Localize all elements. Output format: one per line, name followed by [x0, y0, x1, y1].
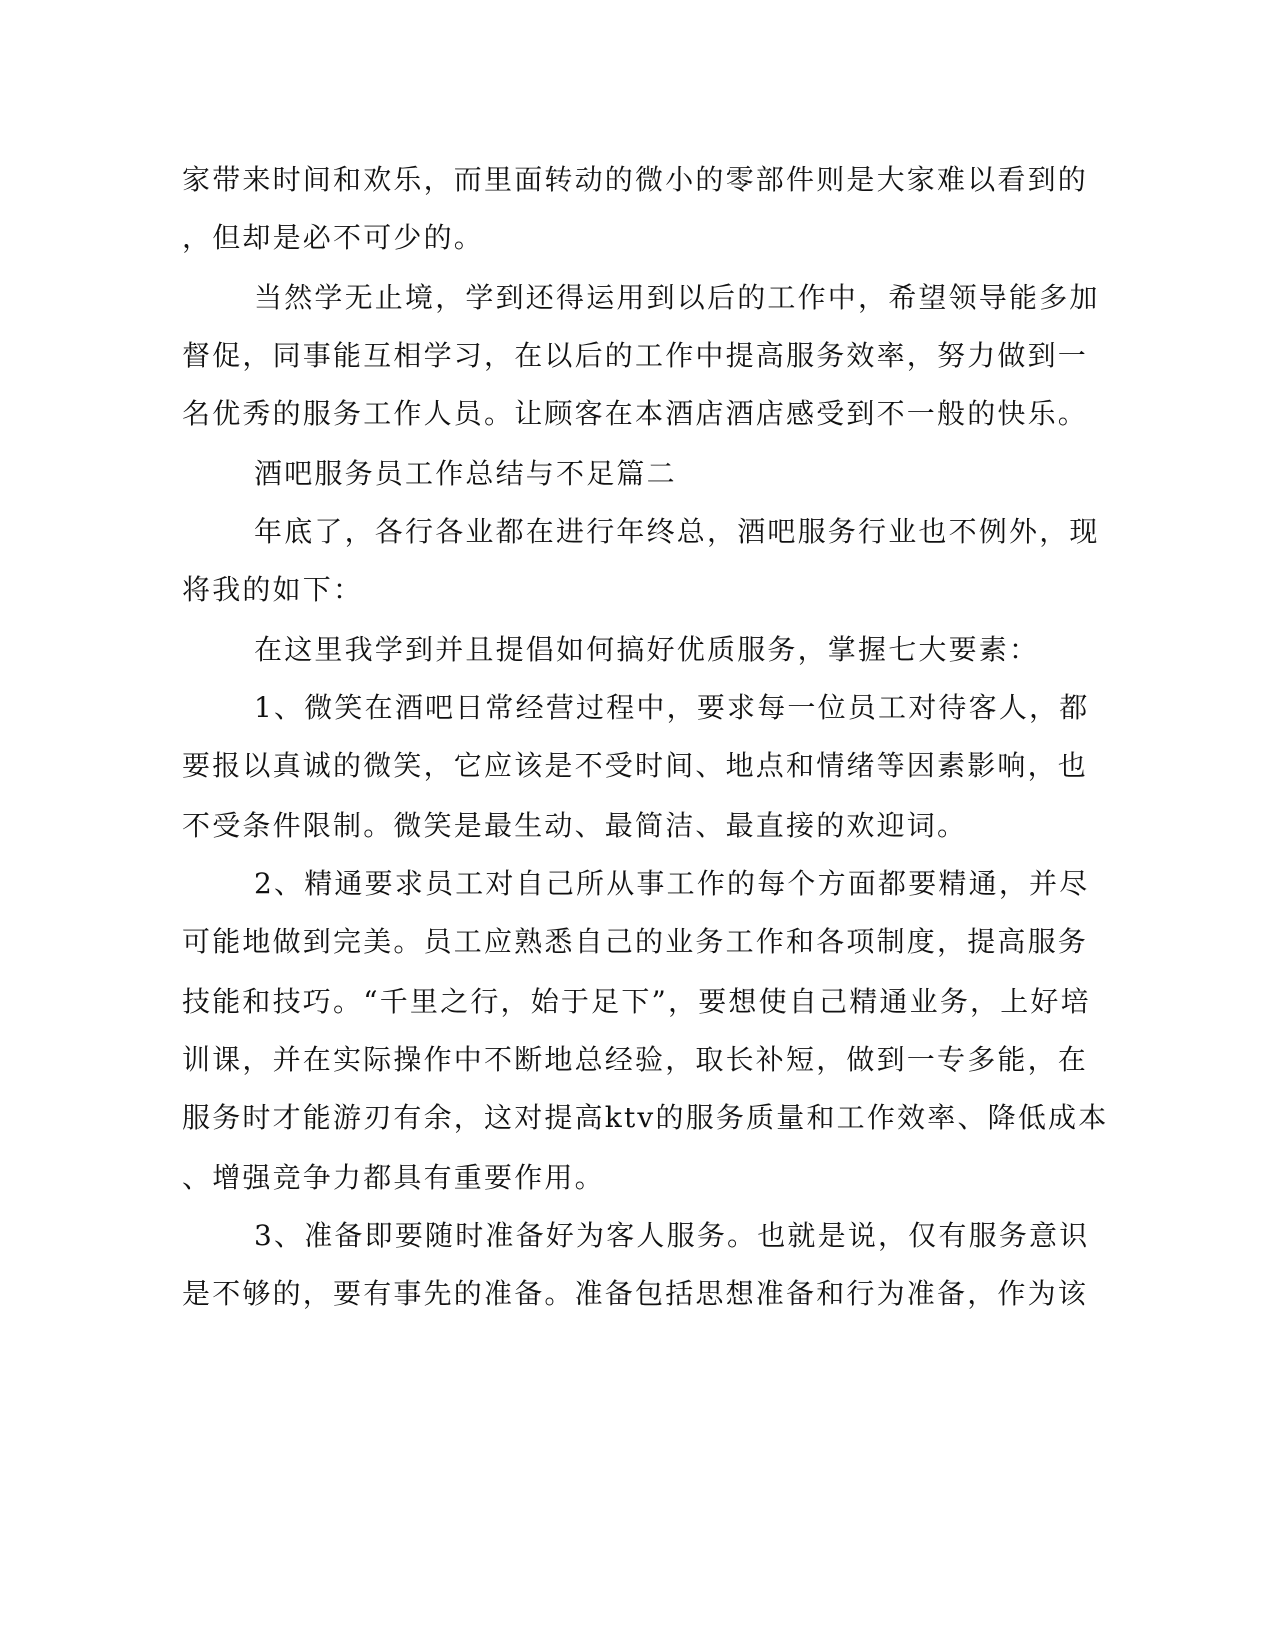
text-line: 服务时才能游刃有余，这对提高ktv的服务质量和工作效率、降低成本: [182, 1101, 1109, 1134]
list-item-first-line: 2、精通要求员工对自己所从事工作的每个方面都要精通，并尽: [254, 867, 1090, 900]
text-line: 家带来时间和欢乐，而里面转动的微小的零部件则是大家难以看到的: [182, 163, 1089, 196]
paragraph-first-line: 年底了，各行各业都在进行年终总，酒吧服务行业也不例外，现: [254, 515, 1100, 548]
text-line: 将我的如下：: [182, 573, 364, 606]
list-item-first-line: 3、准备即要随时准备好为客人服务。也就是说，仅有服务意识: [254, 1219, 1090, 1252]
text-line: 督促，同事能互相学习，在以后的工作中提高服务效率，努力做到一: [182, 339, 1089, 372]
text-line: 训课，并在实际操作中不断地总经验，取长补短，做到一专多能，在: [182, 1043, 1089, 1076]
text-line: 是不够的，要有事先的准备。准备包括思想准备和行为准备，作为该: [182, 1277, 1089, 1310]
text-line: 技能和技巧。“千里之行，始于足下”，要想使自己精通业务，上好培: [182, 985, 1091, 1018]
text-line: 可能地做到完美。员工应熟悉自己的业务工作和各项制度，提高服务: [182, 925, 1089, 958]
text-line: ，但却是必不可少的。: [182, 221, 485, 254]
section-heading: 酒吧服务员工作总结与不足篇二: [254, 457, 677, 490]
list-item-first-line: 1、微笑在酒吧日常经营过程中，要求每一位员工对待客人，都: [254, 691, 1090, 724]
paragraph-first-line: 当然学无止境，学到还得运用到以后的工作中，希望领导能多加: [254, 281, 1100, 314]
text-line: 名优秀的服务工作人员。让顾客在本酒店酒店感受到不一般的快乐。: [182, 397, 1089, 430]
text-line: 、增强竞争力都具有重要作用。: [182, 1161, 605, 1194]
paragraph-first-line: 在这里我学到并且提倡如何搞好优质服务，掌握七大要素：: [254, 633, 1040, 666]
text-line: 要报以真诚的微笑，它应该是不受时间、地点和情绪等因素影响，也: [182, 749, 1089, 782]
text-line: 不受条件限制。微笑是最生动、最简洁、最直接的欢迎词。: [182, 809, 968, 842]
